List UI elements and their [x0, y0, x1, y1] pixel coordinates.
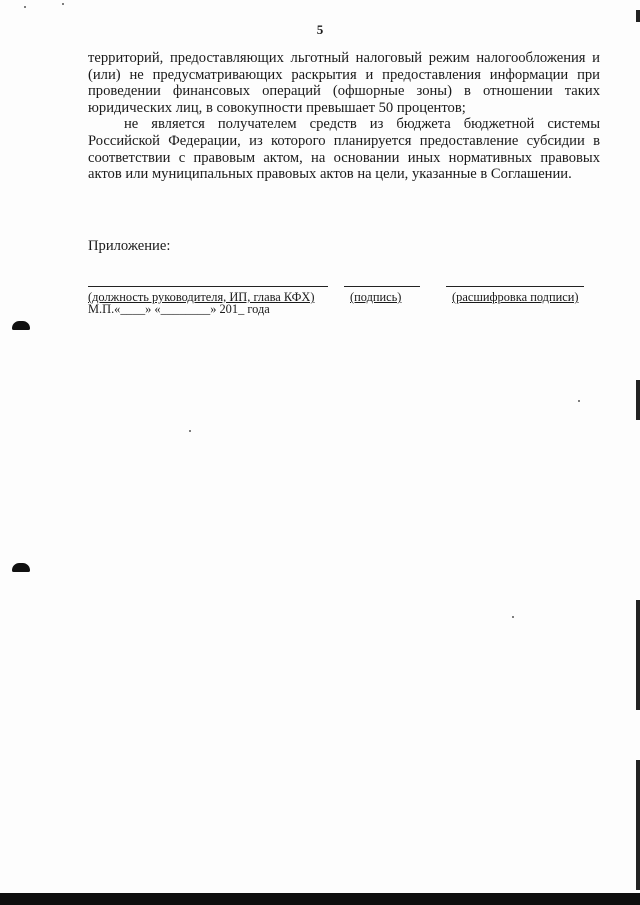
position-caption: (должность руководителя, ИП, глава КФХ) — [88, 290, 315, 304]
scan-speck — [189, 430, 191, 432]
paragraph-budget-recipient: не является получателем средств из бюджета бюджетной системы Российской Федерации, из которого планируется предоставление субсидии в соответствии с правовым актом, на основании иных нормативных правовых актов или муниципальных правовых актов на цели, указанные в Соглашении. — [88, 116, 600, 183]
scan-speck — [62, 3, 64, 5]
scan-edge — [636, 600, 640, 710]
document-body — [88, 50, 600, 183]
scan-speck — [512, 616, 514, 618]
stamp-date-line: М.П.«____» «________» 201_ года — [88, 302, 270, 316]
decoding-caption: (расшифровка подписи) — [452, 290, 579, 304]
signature-caption: (подпись) — [350, 290, 402, 304]
decoding-line — [446, 286, 584, 287]
scan-edge — [636, 380, 640, 420]
scan-speck — [24, 6, 26, 8]
scan-edge — [636, 10, 640, 22]
appendix-label: Приложение: — [88, 238, 171, 254]
page-number: 5 — [316, 22, 324, 37]
scan-edge — [636, 760, 640, 890]
paragraph-offshore: территорий, предоставляющих льготный налоговый режим налогообложения и (или) не предусматривающих раскрытия и предоставления информации при проведении финансовых операций (офшорные зоны) в отношении таких юридических лиц, в совокупности превышает 50 процентов; — [88, 50, 600, 116]
punch-hole-mark-bottom — [12, 563, 30, 572]
scan-bottom-edge — [0, 893, 640, 905]
position-line — [88, 286, 328, 287]
signature-block — [88, 282, 588, 302]
punch-hole-mark-top — [12, 321, 30, 330]
scan-speck — [578, 400, 580, 402]
signature-line — [344, 286, 420, 287]
